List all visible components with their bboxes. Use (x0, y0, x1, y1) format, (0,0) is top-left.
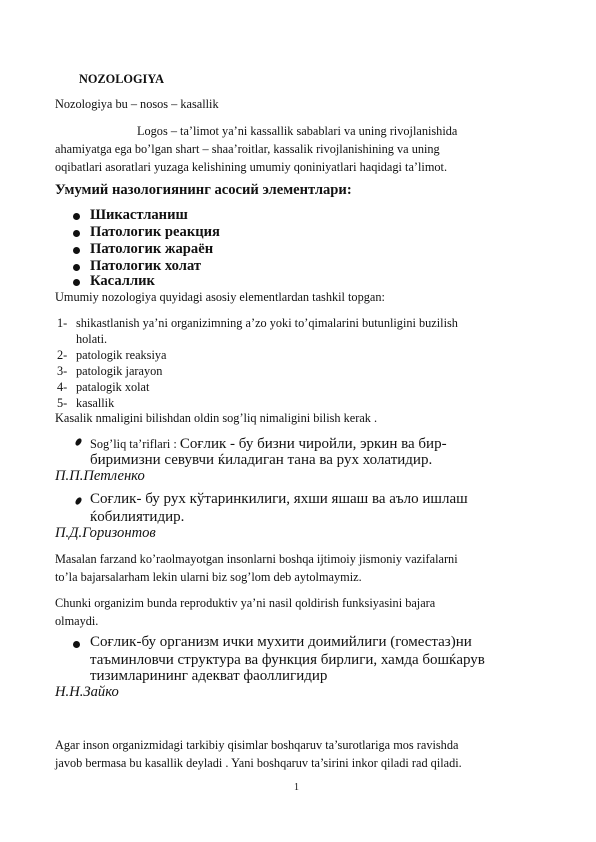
logos-line-1: Logos – ta’limot ya’ni kassallik sabablari va uning rivojlanishida (137, 124, 458, 138)
page-number: 1 (294, 782, 299, 793)
definition-1-prefix: Sog’liq ta’riflari : (90, 437, 180, 451)
definition-2-line-1: Соғлик- бу рух кўтаринкилиги, яхши яшаш ва аъло ишлаш (90, 491, 468, 507)
definition-1-line-2: биримизни севувчи ќиладиган тана ва рух холатидир. (90, 452, 433, 468)
list-item: shikastlanish ya’ni organizimning a’zo yoki to’qimalarini butunligini buzilish (76, 316, 458, 330)
elements-intro: Umumiy nozologiya quyidagi asosiy elementlardan tashkil topgan: (55, 290, 385, 304)
final-paragraph-line-1: Agar inson organizmidagi tarkibiy qisimlar boshqaruv ta’surotlariga mos ravishda (55, 738, 459, 752)
list-number: 4- (57, 380, 68, 394)
bullet-item: Патологик жараён (90, 241, 214, 257)
paragraph-1-line-2: to’la bajarsalarham lekin ularni biz sog’lom deb aytolmaymiz. (55, 570, 362, 584)
list-item: patologik jarayon (76, 364, 163, 378)
paragraph-1-line-1: Masalan farzand ko’raolmayotgan insonlarni boshqa ijtimoiy jismoniy vazifalarni (55, 552, 458, 566)
bullet-item: Патологик реакция (90, 224, 220, 240)
list-item-continuation: holati. (76, 332, 108, 346)
definition-1-line-1 (90, 435, 447, 453)
elements-heading: Умумий назологиянинг асосий элементлари: (55, 182, 352, 198)
bullet-dot-icon (73, 279, 80, 286)
logos-line-2: ahamiyatga ega bo’lgan shart – shaa’roitlar, kassalik rivojlanishining va uning (55, 142, 440, 156)
definition-3-line-3: тизимларининг адекват фаоллигидир (90, 668, 328, 684)
bullet-item: Патологик холат (90, 258, 202, 274)
bullet-dot-icon (73, 230, 80, 237)
list-number: 2- (57, 348, 68, 362)
pen-bullet-icon (74, 496, 83, 505)
list-item: kasallik (76, 396, 115, 410)
definition-3-line-2: таъминловчи структура ва функция бирлиги, хамда бошќарув (90, 652, 485, 668)
definition-line: Nozologiya bu – nosos – kasallik (55, 97, 219, 111)
definition-2-line-2: ќобилиятидир. (90, 509, 185, 525)
logos-line-3: oqibatlari asoratlari yuzaga kelishining umumiy qoniniyatlari haqidagi ta’limot. (55, 160, 448, 174)
bullet-item: Шикастланиш (90, 207, 188, 223)
paragraph-2-line-2: olmaydi. (55, 614, 99, 628)
list-number: 3- (57, 364, 68, 378)
definition-1-text: Соғлик - бу бизни чиройли, эркин ва бир- (179, 436, 447, 452)
list-item: patalogik xolat (76, 380, 150, 394)
bullet-dot-icon (73, 264, 80, 271)
bullet-dot-icon (73, 247, 80, 254)
definition-3-line-1: Соғлик-бу организм ички мухити доимийлиги (гоместаз)ни (90, 634, 472, 650)
bullet-item: Касаллик (90, 273, 155, 289)
list-number: 5- (57, 396, 68, 410)
list-item: patologik reaksiya (76, 348, 167, 362)
health-intro: Kasalik nmaligini bilishdan oldin sog’liq nimaligini bilish kerak . (55, 411, 378, 425)
definition-3-author: Н.Н.Зайко (55, 684, 119, 700)
list-number: 1- (57, 316, 68, 330)
paragraph-2-line-1: Chunki organizim bunda reproduktiv ya’ni nasil qoldirish funksiyasini bajara (55, 596, 436, 610)
pen-bullet-icon (74, 437, 83, 446)
final-paragraph-line-2: javob bermasa bu kasallik deyladi . Yani boshqaruv ta’sirini inkor qiladi rad qiladi. (55, 756, 462, 770)
bullet-dot-icon (73, 213, 80, 220)
definition-2-author: П.Д.Горизонтов (55, 525, 156, 541)
bullet-dot-icon (73, 641, 80, 648)
definition-1-author: П.П.Петленко (55, 468, 145, 484)
page-title: NOZOLOGIYA (79, 72, 164, 86)
